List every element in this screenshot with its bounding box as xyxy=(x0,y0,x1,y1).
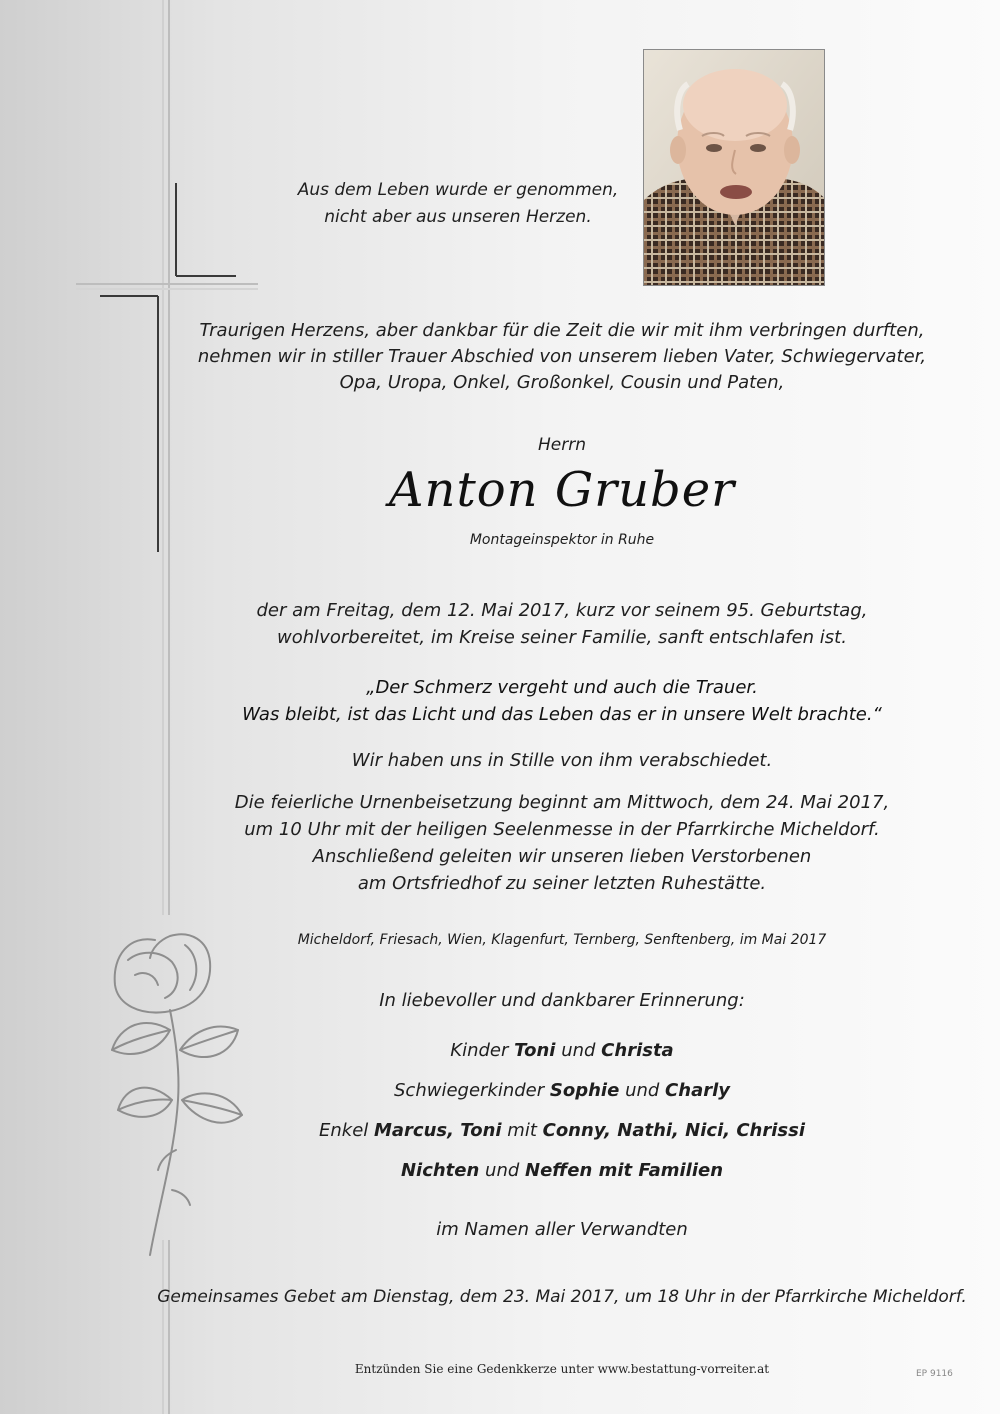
intro-line-1: Aus dem Leben wurde er genommen, xyxy=(297,180,619,200)
ceremony-info xyxy=(160,789,964,897)
in-laws-name-2: Charly xyxy=(665,1080,730,1101)
nieces-name-2: Neffen mit Familien xyxy=(525,1160,724,1181)
announcement-line-3: Opa, Uropa, Onkel, Großonkel, Cousin und Paten, xyxy=(339,372,785,393)
places-date: Micheldorf, Friesach, Wien, Klagenfurt, Ternberg, Senftenberg, im Mai 2017 xyxy=(297,932,827,948)
children-label: Kinder xyxy=(450,1040,509,1061)
children-and: und xyxy=(561,1040,596,1061)
grandchildren-name-1: Marcus, Toni xyxy=(374,1120,502,1141)
death-notice xyxy=(160,597,964,651)
family-in-laws xyxy=(160,1080,964,1101)
portrait-photo xyxy=(643,49,825,286)
prayer-info: Gemeinsames Gebet am Dienstag, dem 23. Mai 2017, um 18 Uhr in der Pfarrkirche Micheldorf. xyxy=(157,1287,967,1307)
salutation: Herrn xyxy=(538,435,586,455)
announcement-line-2: nehmen wir in stiller Trauer Abschied von unserem lieben Vater, Schwiegervater, xyxy=(197,346,927,367)
death-notice-line-2: wohlvorbereitet, im Kreise seiner Familie, sanft entschlafen ist. xyxy=(277,627,847,648)
grandchildren-with: mit xyxy=(507,1120,537,1141)
death-notice-line-1: der am Freitag, dem 12. Mai 2017, kurz vor seinem 95. Geburtstag, xyxy=(256,600,868,621)
in-laws-name-1: Sophie xyxy=(549,1080,620,1101)
relatives-text: im Namen aller Verwandten xyxy=(436,1219,688,1240)
announcement xyxy=(160,318,964,396)
grandchildren-name-2: Conny, Nathi, Nici, Chrissi xyxy=(542,1120,806,1141)
in-laws-and: und xyxy=(625,1080,660,1101)
in-laws-label: Schwiegerkinder xyxy=(394,1080,545,1101)
intro-verse xyxy=(260,177,656,231)
grandchildren-label: Enkel xyxy=(318,1120,369,1141)
deceased-name: Anton Gruber xyxy=(388,462,736,518)
ceremony-line-3: Anschließend geleiten wir unseren lieben Verstorbenen xyxy=(312,846,812,867)
nieces-name-1: Nichten xyxy=(400,1160,480,1181)
quote xyxy=(160,674,964,728)
deceased-profession: Montageinspektor in Ruhe xyxy=(469,532,655,548)
children-name-2: Christa xyxy=(601,1040,674,1061)
family-nieces-nephews xyxy=(160,1160,964,1181)
intro-line-2: nicht aber aus unseren Herzen. xyxy=(324,207,592,227)
family-grandchildren xyxy=(160,1120,964,1141)
farewell-text: Wir haben uns in Stille von ihm verabschiedet. xyxy=(351,750,773,771)
ceremony-line-2: um 10 Uhr mit der heiligen Seelenmesse in der Pfarrkirche Micheldorf. xyxy=(244,819,880,840)
memory-heading: In liebevoller und dankbarer Erinnerung: xyxy=(379,990,745,1011)
nieces-and: und xyxy=(485,1160,520,1181)
children-name-1: Toni xyxy=(514,1040,556,1061)
announcement-line-1: Traurigen Herzens, aber dankbar für die Zeit die wir mit ihm verbringen durften, xyxy=(199,320,925,341)
family-children xyxy=(160,1040,964,1061)
footer-candle-link: Entzünden Sie eine Gedenkkerze unter www.bestattung-vorreiter.at xyxy=(354,1362,770,1376)
template-code: EP 9116 xyxy=(916,1369,953,1379)
quote-line-1: „Der Schmerz vergeht und auch die Trauer. xyxy=(366,677,758,698)
ceremony-line-4: am Ortsfriedhof zu seiner letzten Ruhestätte. xyxy=(357,873,767,894)
quote-line-2: Was bleibt, ist das Licht und das Leben das er in unsere Welt brachte.“ xyxy=(242,704,882,725)
ceremony-line-1: Die feierliche Urnenbeisetzung beginnt am Mittwoch, dem 24. Mai 2017, xyxy=(234,792,890,813)
